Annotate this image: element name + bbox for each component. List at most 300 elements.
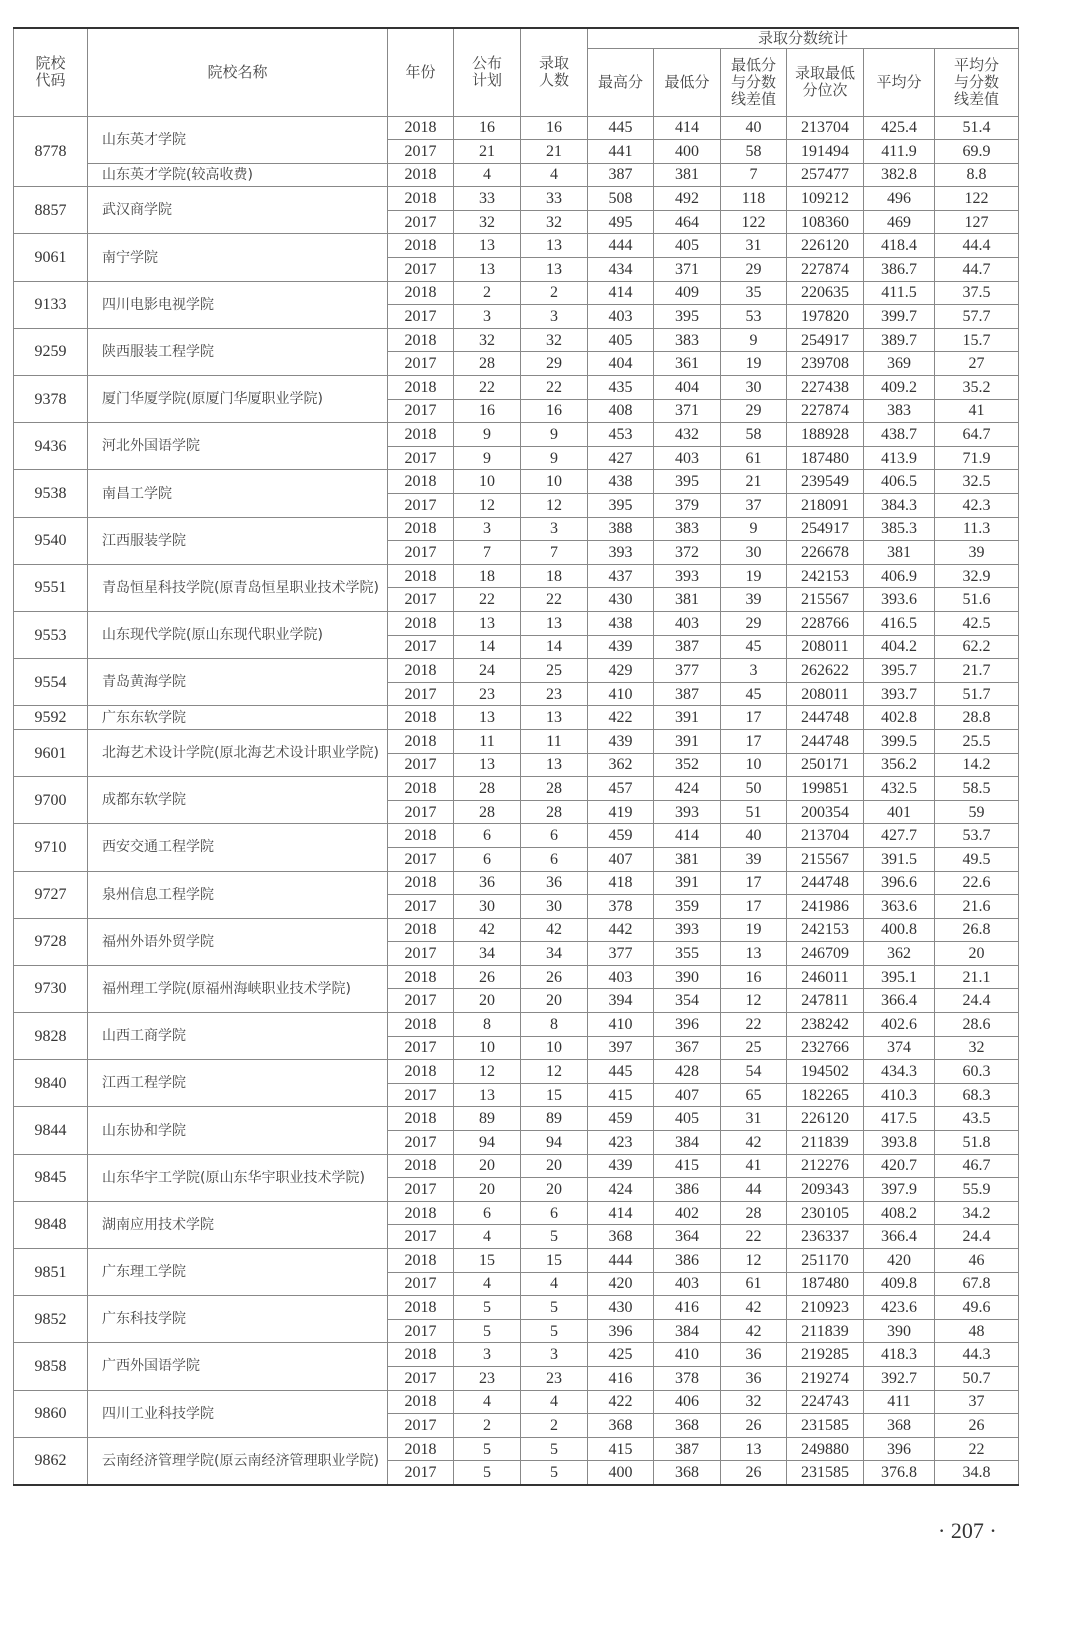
- cell-plan: 13: [454, 234, 521, 258]
- cell-admitted: 26: [521, 965, 588, 989]
- cell-avg-diff: 58.5: [935, 777, 1019, 801]
- cell-avg-score: 417.5: [864, 1107, 935, 1131]
- school-name: 青岛黄海学院: [88, 659, 388, 706]
- cell-plan: 9: [454, 446, 521, 470]
- cell-max-score: 444: [588, 1249, 654, 1273]
- cell-min-score: 393: [654, 800, 721, 824]
- table-row: [14, 659, 1019, 683]
- cell-min-diff: 40: [721, 824, 787, 848]
- cell-admitted: 11: [521, 729, 588, 753]
- cell-max-score: 407: [588, 847, 654, 871]
- cell-year: 2017: [388, 305, 454, 329]
- cell-min-rank: 244748: [787, 706, 864, 730]
- cell-year: 2018: [388, 163, 454, 187]
- cell-avg-diff: 37.5: [935, 281, 1019, 305]
- school-code: 9133: [14, 281, 88, 328]
- cell-year: 2017: [388, 399, 454, 423]
- school-name: 山东英才学院: [88, 116, 388, 163]
- cell-year: 2018: [388, 470, 454, 494]
- cell-avg-diff: 24.4: [935, 989, 1019, 1013]
- cell-min-diff: 122: [721, 210, 787, 234]
- cell-avg-score: 366.4: [864, 1225, 935, 1249]
- cell-admitted: 16: [521, 399, 588, 423]
- cell-year: 2017: [388, 210, 454, 234]
- cell-avg-score: 356.2: [864, 753, 935, 777]
- cell-min-diff: 22: [721, 1225, 787, 1249]
- cell-avg-diff: 69.9: [935, 140, 1019, 164]
- cell-year: 2018: [388, 729, 454, 753]
- cell-year: 2017: [388, 895, 454, 919]
- cell-plan: 16: [454, 399, 521, 423]
- cell-min-diff: 3: [721, 659, 787, 683]
- header-min-rank: 录取最低分位次: [787, 48, 864, 116]
- cell-avg-diff: 50.7: [935, 1366, 1019, 1390]
- cell-min-diff: 19: [721, 918, 787, 942]
- cell-min-diff: 39: [721, 588, 787, 612]
- cell-min-score: 403: [654, 446, 721, 470]
- cell-min-diff: 39: [721, 847, 787, 871]
- table-row: [14, 470, 1019, 494]
- cell-avg-diff: 41: [935, 399, 1019, 423]
- cell-plan: 13: [454, 611, 521, 635]
- school-name: 云南经济管理学院(原云南经济管理职业学院): [88, 1437, 388, 1485]
- cell-min-score: 428: [654, 1060, 721, 1084]
- cell-avg-score: 389.7: [864, 328, 935, 352]
- school-name: 山东华宇工学院(原山东华宇职业技术学院): [88, 1154, 388, 1201]
- table-body: [14, 116, 1019, 1485]
- school-code: 9378: [14, 376, 88, 423]
- cell-admitted: 20: [521, 1154, 588, 1178]
- cell-year: 2018: [388, 1201, 454, 1225]
- cell-min-diff: 29: [721, 399, 787, 423]
- cell-min-diff: 118: [721, 187, 787, 211]
- cell-min-score: 415: [654, 1154, 721, 1178]
- cell-min-score: 400: [654, 140, 721, 164]
- cell-avg-score: 418.3: [864, 1343, 935, 1367]
- cell-plan: 22: [454, 588, 521, 612]
- table-row: [14, 611, 1019, 635]
- cell-avg-score: 404.2: [864, 635, 935, 659]
- cell-max-score: 387: [588, 163, 654, 187]
- cell-plan: 20: [454, 1178, 521, 1202]
- cell-max-score: 414: [588, 281, 654, 305]
- cell-admitted: 36: [521, 871, 588, 895]
- cell-min-score: 464: [654, 210, 721, 234]
- cell-min-score: 355: [654, 942, 721, 966]
- cell-admitted: 5: [521, 1461, 588, 1485]
- cell-plan: 2: [454, 1414, 521, 1438]
- cell-min-rank: 212276: [787, 1154, 864, 1178]
- cell-max-score: 430: [588, 1296, 654, 1320]
- cell-avg-diff: 57.7: [935, 305, 1019, 329]
- cell-admitted: 23: [521, 1366, 588, 1390]
- cell-year: 2017: [388, 258, 454, 282]
- cell-min-rank: 251170: [787, 1249, 864, 1273]
- cell-min-rank: 254917: [787, 328, 864, 352]
- cell-year: 2018: [388, 1154, 454, 1178]
- cell-avg-diff: 34.2: [935, 1201, 1019, 1225]
- cell-admitted: 9: [521, 423, 588, 447]
- cell-avg-score: 393.7: [864, 682, 935, 706]
- cell-admitted: 34: [521, 942, 588, 966]
- table-header: [14, 28, 1019, 116]
- cell-min-rank: 246011: [787, 965, 864, 989]
- cell-min-diff: 41: [721, 1154, 787, 1178]
- cell-max-score: 400: [588, 1461, 654, 1485]
- cell-avg-score: 396: [864, 1437, 935, 1461]
- cell-min-score: 402: [654, 1201, 721, 1225]
- school-name: 泉州信息工程学院: [88, 871, 388, 918]
- cell-min-rank: 210923: [787, 1296, 864, 1320]
- cell-avg-score: 420: [864, 1249, 935, 1273]
- cell-avg-diff: 122: [935, 187, 1019, 211]
- cell-admitted: 22: [521, 376, 588, 400]
- cell-plan: 33: [454, 187, 521, 211]
- school-name: 厦门华厦学院(原厦门华厦职业学院): [88, 376, 388, 423]
- cell-avg-diff: 43.5: [935, 1107, 1019, 1131]
- cell-avg-score: 392.7: [864, 1366, 935, 1390]
- cell-avg-score: 386.7: [864, 258, 935, 282]
- cell-avg-score: 409.2: [864, 376, 935, 400]
- cell-avg-diff: 22: [935, 1437, 1019, 1461]
- cell-avg-score: 395.1: [864, 965, 935, 989]
- cell-min-rank: 199851: [787, 777, 864, 801]
- cell-admitted: 14: [521, 635, 588, 659]
- cell-max-score: 403: [588, 965, 654, 989]
- cell-min-diff: 37: [721, 494, 787, 518]
- cell-avg-diff: 11.3: [935, 517, 1019, 541]
- school-name: 山东现代学院(原山东现代职业学院): [88, 611, 388, 658]
- cell-min-rank: 194502: [787, 1060, 864, 1084]
- cell-min-score: 390: [654, 965, 721, 989]
- school-code: 9700: [14, 777, 88, 824]
- cell-year: 2018: [388, 1343, 454, 1367]
- cell-min-diff: 7: [721, 163, 787, 187]
- school-name: 广东科技学院: [88, 1296, 388, 1343]
- cell-min-diff: 9: [721, 517, 787, 541]
- cell-plan: 5: [454, 1319, 521, 1343]
- cell-admitted: 4: [521, 1272, 588, 1296]
- cell-admitted: 28: [521, 800, 588, 824]
- cell-avg-score: 385.3: [864, 517, 935, 541]
- header-name: 院校名称: [88, 28, 388, 116]
- cell-min-score: 403: [654, 611, 721, 635]
- cell-min-rank: 254917: [787, 517, 864, 541]
- cell-year: 2018: [388, 611, 454, 635]
- cell-min-score: 406: [654, 1390, 721, 1414]
- header-avg: 平均分: [864, 48, 935, 116]
- cell-admitted: 89: [521, 1107, 588, 1131]
- cell-max-score: 435: [588, 376, 654, 400]
- cell-year: 2018: [388, 918, 454, 942]
- cell-max-score: 410: [588, 682, 654, 706]
- school-code: 9845: [14, 1154, 88, 1201]
- header-admitted: 录取人数: [521, 28, 588, 116]
- cell-admitted: 33: [521, 187, 588, 211]
- cell-min-score: 354: [654, 989, 721, 1013]
- cell-min-score: 391: [654, 706, 721, 730]
- cell-min-rank: 218091: [787, 494, 864, 518]
- cell-admitted: 2: [521, 1414, 588, 1438]
- cell-min-score: 361: [654, 352, 721, 376]
- cell-year: 2017: [388, 682, 454, 706]
- cell-plan: 4: [454, 1272, 521, 1296]
- cell-avg-score: 391.5: [864, 847, 935, 871]
- cell-plan: 30: [454, 895, 521, 919]
- cell-plan: 13: [454, 258, 521, 282]
- cell-plan: 3: [454, 517, 521, 541]
- cell-admitted: 18: [521, 564, 588, 588]
- cell-avg-diff: 62.2: [935, 635, 1019, 659]
- cell-admitted: 20: [521, 989, 588, 1013]
- cell-admitted: 7: [521, 541, 588, 565]
- cell-year: 2018: [388, 1437, 454, 1461]
- cell-admitted: 22: [521, 588, 588, 612]
- cell-admitted: 5: [521, 1319, 588, 1343]
- cell-max-score: 442: [588, 918, 654, 942]
- cell-min-diff: 17: [721, 706, 787, 730]
- cell-avg-score: 393.6: [864, 588, 935, 612]
- cell-max-score: 425: [588, 1343, 654, 1367]
- cell-min-diff: 61: [721, 446, 787, 470]
- cell-plan: 18: [454, 564, 521, 588]
- cell-min-diff: 13: [721, 1437, 787, 1461]
- cell-avg-score: 369: [864, 352, 935, 376]
- cell-avg-diff: 48: [935, 1319, 1019, 1343]
- cell-avg-score: 383: [864, 399, 935, 423]
- cell-min-rank: 239708: [787, 352, 864, 376]
- cell-min-score: 409: [654, 281, 721, 305]
- cell-avg-score: 402.8: [864, 706, 935, 730]
- cell-year: 2018: [388, 1060, 454, 1084]
- cell-plan: 10: [454, 1036, 521, 1060]
- cell-avg-diff: 32.9: [935, 564, 1019, 588]
- cell-plan: 5: [454, 1296, 521, 1320]
- table-row: [14, 1201, 1019, 1225]
- cell-min-diff: 26: [721, 1461, 787, 1485]
- cell-min-rank: 209343: [787, 1178, 864, 1202]
- cell-avg-diff: 35.2: [935, 376, 1019, 400]
- cell-avg-diff: 44.7: [935, 258, 1019, 282]
- table-row: [14, 116, 1019, 140]
- school-name: 南宁学院: [88, 234, 388, 281]
- cell-min-rank: 188928: [787, 423, 864, 447]
- cell-avg-diff: 32.5: [935, 470, 1019, 494]
- header-min-diff: 最低分与分数线差值: [721, 48, 787, 116]
- cell-min-rank: 197820: [787, 305, 864, 329]
- cell-min-diff: 22: [721, 1013, 787, 1037]
- cell-year: 2018: [388, 706, 454, 730]
- cell-year: 2017: [388, 1178, 454, 1202]
- cell-plan: 34: [454, 942, 521, 966]
- cell-max-score: 396: [588, 1319, 654, 1343]
- cell-avg-score: 408.2: [864, 1201, 935, 1225]
- school-code: 9858: [14, 1343, 88, 1390]
- cell-plan: 3: [454, 305, 521, 329]
- table-row: [14, 706, 1019, 730]
- cell-avg-score: 418.4: [864, 234, 935, 258]
- cell-max-score: 404: [588, 352, 654, 376]
- school-name: 成都东软学院: [88, 777, 388, 824]
- cell-admitted: 13: [521, 611, 588, 635]
- cell-avg-diff: 49.5: [935, 847, 1019, 871]
- cell-year: 2017: [388, 1414, 454, 1438]
- cell-max-score: 418: [588, 871, 654, 895]
- cell-plan: 10: [454, 470, 521, 494]
- cell-min-diff: 50: [721, 777, 787, 801]
- cell-admitted: 13: [521, 234, 588, 258]
- cell-admitted: 2: [521, 281, 588, 305]
- cell-year: 2018: [388, 777, 454, 801]
- cell-max-score: 453: [588, 423, 654, 447]
- cell-avg-score: 496: [864, 187, 935, 211]
- cell-min-rank: 213704: [787, 824, 864, 848]
- table-row: [14, 729, 1019, 753]
- cell-avg-diff: 55.9: [935, 1178, 1019, 1202]
- cell-min-score: 396: [654, 1013, 721, 1037]
- cell-min-rank: 241986: [787, 895, 864, 919]
- cell-max-score: 439: [588, 729, 654, 753]
- cell-max-score: 438: [588, 611, 654, 635]
- cell-year: 2017: [388, 1461, 454, 1485]
- cell-year: 2018: [388, 281, 454, 305]
- cell-admitted: 6: [521, 824, 588, 848]
- cell-year: 2017: [388, 1131, 454, 1155]
- table-row: [14, 1013, 1019, 1037]
- cell-admitted: 3: [521, 1343, 588, 1367]
- cell-admitted: 30: [521, 895, 588, 919]
- cell-min-score: 386: [654, 1249, 721, 1273]
- cell-min-diff: 17: [721, 895, 787, 919]
- cell-min-diff: 30: [721, 541, 787, 565]
- cell-min-score: 384: [654, 1319, 721, 1343]
- school-name: 北海艺术设计学院(原北海艺术设计职业学院): [88, 729, 388, 776]
- page-number: · 207 ·: [938, 1518, 997, 1543]
- cell-avg-diff: 51.8: [935, 1131, 1019, 1155]
- cell-min-score: 393: [654, 564, 721, 588]
- school-name: 南昌工学院: [88, 470, 388, 517]
- cell-min-diff: 42: [721, 1131, 787, 1155]
- cell-year: 2017: [388, 847, 454, 871]
- cell-min-score: 395: [654, 305, 721, 329]
- cell-avg-score: 406.9: [864, 564, 935, 588]
- cell-min-diff: 12: [721, 1249, 787, 1273]
- cell-avg-score: 393.8: [864, 1131, 935, 1155]
- cell-max-score: 422: [588, 706, 654, 730]
- cell-avg-score: 400.8: [864, 918, 935, 942]
- cell-admitted: 20: [521, 1178, 588, 1202]
- cell-year: 2017: [388, 635, 454, 659]
- cell-avg-score: 423.6: [864, 1296, 935, 1320]
- header-year: 年份: [388, 28, 454, 116]
- cell-plan: 32: [454, 210, 521, 234]
- cell-avg-score: 368: [864, 1414, 935, 1438]
- cell-avg-score: 411: [864, 1390, 935, 1414]
- school-code: 9828: [14, 1013, 88, 1060]
- cell-admitted: 29: [521, 352, 588, 376]
- cell-year: 2017: [388, 1083, 454, 1107]
- cell-plan: 20: [454, 1154, 521, 1178]
- cell-avg-diff: 21.6: [935, 895, 1019, 919]
- cell-min-diff: 25: [721, 1036, 787, 1060]
- cell-min-rank: 262622: [787, 659, 864, 683]
- cell-year: 2018: [388, 423, 454, 447]
- cell-year: 2018: [388, 116, 454, 140]
- table-row: [14, 423, 1019, 447]
- cell-min-score: 414: [654, 824, 721, 848]
- cell-min-score: 404: [654, 376, 721, 400]
- cell-max-score: 368: [588, 1414, 654, 1438]
- cell-min-diff: 54: [721, 1060, 787, 1084]
- cell-plan: 6: [454, 824, 521, 848]
- table-row: [14, 517, 1019, 541]
- cell-avg-diff: 8.8: [935, 163, 1019, 187]
- school-code: 8857: [14, 187, 88, 234]
- cell-min-diff: 19: [721, 564, 787, 588]
- cell-min-rank: 211839: [787, 1319, 864, 1343]
- cell-max-score: 438: [588, 470, 654, 494]
- cell-min-diff: 42: [721, 1296, 787, 1320]
- cell-avg-score: 406.5: [864, 470, 935, 494]
- cell-min-diff: 26: [721, 1414, 787, 1438]
- cell-max-score: 424: [588, 1178, 654, 1202]
- cell-max-score: 459: [588, 1107, 654, 1131]
- school-code: 9592: [14, 706, 88, 730]
- cell-avg-score: 399.7: [864, 305, 935, 329]
- cell-min-diff: 31: [721, 234, 787, 258]
- cell-min-rank: 242153: [787, 918, 864, 942]
- cell-year: 2018: [388, 564, 454, 588]
- table-row: [14, 918, 1019, 942]
- cell-min-rank: 182265: [787, 1083, 864, 1107]
- cell-avg-score: 411.5: [864, 281, 935, 305]
- table-row: [14, 234, 1019, 258]
- cell-plan: 22: [454, 376, 521, 400]
- table-row: [14, 1343, 1019, 1367]
- cell-plan: 13: [454, 753, 521, 777]
- admission-score-table: [13, 27, 1019, 1486]
- cell-avg-diff: 26.8: [935, 918, 1019, 942]
- cell-admitted: 94: [521, 1131, 588, 1155]
- cell-min-score: 364: [654, 1225, 721, 1249]
- cell-avg-diff: 39: [935, 541, 1019, 565]
- cell-min-rank: 230105: [787, 1201, 864, 1225]
- school-code: 9554: [14, 659, 88, 706]
- cell-min-score: 377: [654, 659, 721, 683]
- table-row: [14, 1437, 1019, 1461]
- cell-plan: 28: [454, 800, 521, 824]
- cell-min-score: 367: [654, 1036, 721, 1060]
- cell-max-score: 420: [588, 1272, 654, 1296]
- cell-plan: 13: [454, 706, 521, 730]
- school-code: 9540: [14, 517, 88, 564]
- cell-plan: 21: [454, 140, 521, 164]
- cell-min-score: 387: [654, 635, 721, 659]
- cell-min-score: 359: [654, 895, 721, 919]
- cell-admitted: 21: [521, 140, 588, 164]
- cell-plan: 20: [454, 989, 521, 1013]
- cell-min-rank: 227438: [787, 376, 864, 400]
- cell-avg-diff: 27: [935, 352, 1019, 376]
- cell-admitted: 8: [521, 1013, 588, 1037]
- cell-min-rank: 220635: [787, 281, 864, 305]
- school-code: 9061: [14, 234, 88, 281]
- cell-avg-diff: 28.6: [935, 1013, 1019, 1037]
- cell-min-diff: 45: [721, 635, 787, 659]
- cell-admitted: 28: [521, 777, 588, 801]
- cell-max-score: 434: [588, 258, 654, 282]
- cell-avg-score: 395.7: [864, 659, 935, 683]
